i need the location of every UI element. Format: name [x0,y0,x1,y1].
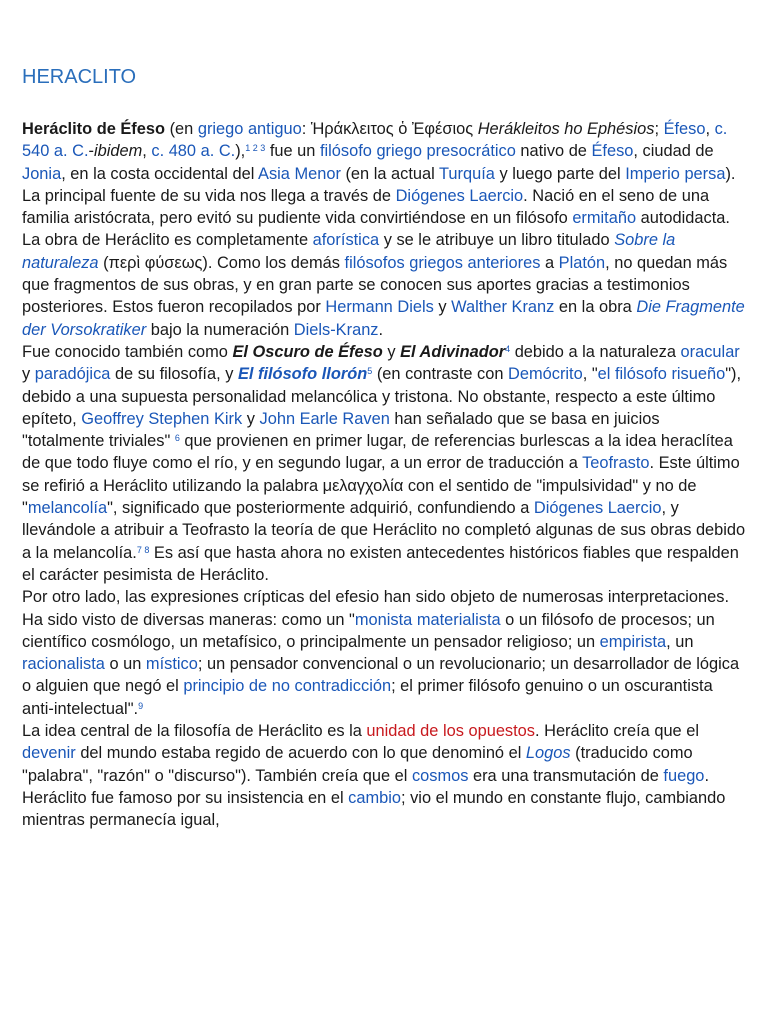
wiki-link[interactable]: cambio [348,788,401,807]
wiki-link[interactable]: c. 480 a. C. [151,142,236,161]
wiki-link[interactable]: paradójica [34,365,111,384]
wiki-link[interactable]: John Earle Raven [259,409,390,428]
text-run: y se le atribuye un libro titulado [379,231,615,250]
missing-article-link[interactable]: unidad de los opuestos [366,722,535,741]
wiki-link[interactable]: filósofos griegos anteriores [344,253,541,272]
text-run: , " [582,365,598,384]
text-run: autodidacta. La obra de Heráclito es completamente [22,209,730,250]
wiki-link[interactable]: Sobre la naturaleza [22,231,676,272]
wiki-link[interactable]: cosmos [411,766,469,785]
text-run: (περὶ φύσεως). Como los demás [98,253,345,272]
text-run: y luego parte del [494,164,626,183]
text-run: y [22,365,35,384]
wiki-link[interactable]: Éfeso [591,142,634,161]
text-run: en la obra [554,298,637,317]
text-run: Heráclito de Éfeso [22,120,166,138]
wiki-link[interactable]: devenir [22,744,76,763]
text-run: ), [235,142,246,161]
reference-link[interactable]: 4 [505,343,511,354]
text-run: debido a la naturaleza [510,342,681,361]
text-run: . Nació en el seno de una familia aristócrata, pero evitó su pudiente vida convirtiéndose en un filósofo [22,186,710,228]
paragraph [22,720,746,831]
paragraph [22,118,746,185]
reference-link[interactable]: 7 8 [136,544,150,555]
reference-link[interactable]: 5 [367,366,373,377]
text-run: era una transmutación de [468,766,664,785]
paragraph [22,586,746,720]
text-run: Es así que hasta ahora no existen antecedentes históricos fiables que respalden el carácter pesimista de Heráclito. [22,543,739,584]
text-run: "), debido a una supuesta personalidad melancólica y tristona. No obstante, respecto a este último epíteto, [22,365,742,428]
text-run: Fue conocido también como [22,342,233,361]
wiki-link[interactable]: Turquía [439,164,495,183]
text-run: y [433,298,452,317]
text-run: a [540,253,559,272]
paragraph [22,185,746,341]
wiki-link[interactable]: Geoffrey Stephen Kirk [81,409,243,428]
wiki-link[interactable]: ermitaño [572,209,637,228]
text-run: nativo de [515,142,592,161]
text-run: y [242,409,260,428]
paragraph [22,341,746,586]
wiki-link[interactable]: el filósofo risueño [597,365,726,384]
wiki-link[interactable]: Platón [558,253,606,272]
text-run: (traducido como "palabra", "razón" o "discurso"). También creía que el [22,744,693,785]
wiki-link[interactable]: Éfeso [663,120,706,138]
text-run: . [378,320,384,339]
wiki-link[interactable]: Die Fragmente der Vorsokratiker [22,298,745,339]
wiki-link[interactable]: Jonia [22,164,62,183]
wiki-link[interactable]: griego antiguo [197,120,302,138]
text-run: . Heráclito creía que el [535,722,699,741]
text-run: ; vio el mundo en constante flujo, cambiando mientras permanecía igual, [22,788,726,830]
wiki-link[interactable]: El filósofo llorón [237,365,368,384]
wiki-link[interactable]: fuego [663,766,705,785]
text-run: El Adivinador [400,342,506,361]
wiki-link[interactable]: Diógenes Laercio [395,186,524,205]
wiki-link[interactable]: empirista [599,632,667,651]
text-run: - [88,142,94,161]
wiki-link[interactable]: Diógenes Laercio [533,499,662,518]
text-run: ibidem [93,142,143,161]
text-run: bajo la numeración [146,320,294,339]
wiki-link[interactable]: Hermann Diels [325,298,434,317]
text-run: ; el primer filósofo genuino o un oscurantista anti-intelectual". [22,677,713,718]
text-run: , ciudad de [633,142,714,161]
text-run: y [382,342,401,361]
text-run: ; un pensador convencional o un revolucionario; un desarrollador de lógica o alguien que negó el [22,655,740,696]
wiki-link[interactable]: místico [145,655,198,674]
text-run: . Heráclito fue famoso por su insistencia en el [22,766,709,807]
text-run: de su filosofía, y [110,365,238,384]
page-title: HERACLITO [22,66,137,88]
text-run: : Ἡράκλειτος ὁ Ἐφέσιος [301,120,478,138]
text-run: , y llevándole a atribuir a Teofrasto la teoría de que Heráclito no completó algunas de sus obras debido a la melancolía. [22,499,746,562]
text-run: La principal fuente de su vida nos llega a través de [22,186,396,205]
wiki-link[interactable]: oracular [680,342,740,361]
text-run: ). [725,164,736,183]
wiki-link[interactable]: c. 540 a. C. [22,120,728,161]
text-run: fue un [265,142,320,161]
wiki-link[interactable]: Teofrasto [582,454,650,473]
text-run: (en contraste con [372,365,509,384]
text-run: del mundo estaba regido de acuerdo con lo que denominó el [75,744,526,763]
text-run: , [705,120,715,138]
reference-link[interactable]: 1 2 3 [245,143,266,154]
text-run: han señalado que se basa en juicios "totalmente triviales" [22,409,660,451]
reference-link[interactable]: 6 [174,433,180,444]
text-run: o un filósofo de procesos; un científico cosmólogo, un metafísico, o principalmente un pensador religioso; un [22,610,715,651]
text-run: , un [666,632,694,651]
wiki-link[interactable]: aforística [312,231,380,250]
text-run: , no quedan más que fragmentos de sus obras, y en gran parte se conocen sus aportes gracias a testimonios posteriores. Estos fueron recopilados por [22,253,728,317]
wiki-link[interactable]: Logos [525,744,571,763]
wiki-link[interactable]: Asia Menor [258,164,341,183]
text-run: o un [104,655,146,674]
text-run: (en la actual [340,164,440,183]
wiki-link[interactable]: Walther Kranz [451,298,555,317]
wiki-link[interactable]: filósofo griego presocrático [319,142,516,161]
wiki-link[interactable]: monista materialista [354,610,501,629]
text-run: El Oscuro de Éfeso [232,342,383,361]
wiki-link[interactable]: Imperio persa [625,164,726,183]
wiki-link[interactable]: Diels-Kranz [293,320,379,339]
wiki-link[interactable]: Demócrito [508,365,583,384]
wiki-link[interactable]: principio de no contradicción [183,677,392,696]
text-run: ; [654,120,664,138]
text-run: que provienen en primer lugar, de referencias burlescas a la idea heraclítea de que todo fluye como el río, y en segundo lugar, a un error de traducción a [22,432,733,473]
wiki-link[interactable]: melancolía [27,499,108,518]
text-run: ", significado que posteriormente adquirió, confundiendo a [107,499,534,518]
text-run: Herákleitos ho Ephésios [477,120,655,138]
text-run: (en [165,120,198,138]
article-body [22,118,746,832]
text-run: La idea central de la filosofía de Heráclito es la [22,722,367,741]
text-run: , [142,142,152,161]
wiki-link[interactable]: racionalista [22,655,105,674]
text-run: Por otro lado, las expresiones crípticas del efesio han sido objeto de numerosas interpretaciones. Ha sido visto de diversas maneras: como un " [22,588,730,629]
text-run: , en la costa occidental del [61,164,259,183]
reference-link[interactable]: 9 [138,700,144,711]
text-run: . Este último se refirió a Heráclito utilizando la palabra μελαγχολία con el sentido de "impulsividad" y no de " [22,454,740,518]
